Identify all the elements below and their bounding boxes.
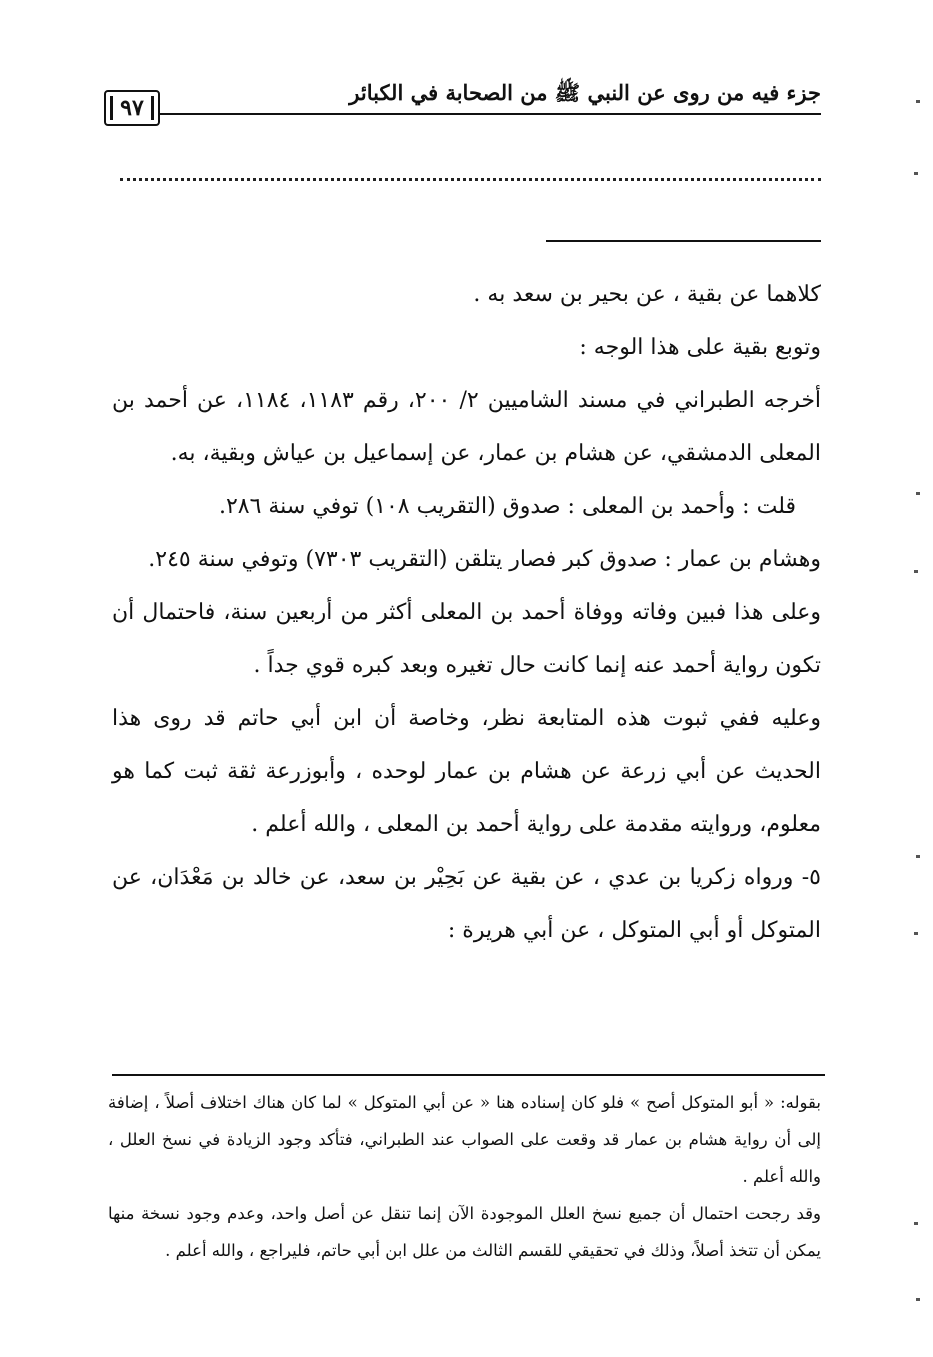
margin-speck xyxy=(914,1222,918,1225)
margin-speck xyxy=(916,1298,920,1301)
paragraph: كلاهما عن بقية ، عن بحير بن سعد به . xyxy=(473,282,821,307)
footnotes xyxy=(108,1084,821,1269)
page-number-box xyxy=(104,90,160,126)
margin-speck xyxy=(914,932,918,935)
section-rule xyxy=(546,240,821,242)
margin-speck xyxy=(916,855,920,858)
running-header-title: جزء فيه من روى عن النبي ﷺ من الصحابة في الكبائر xyxy=(349,80,821,105)
footnote-rule xyxy=(112,1074,825,1076)
footnote: بقوله: « أبو المتوكل أصح » فلو كان إسناده هنا « عن أبي المتوكل » لما كان هناك اختلاف أصلاً ، إضافة إلى أن رواية هشام بن عمار قد وقعت على الصواب عند الطبراني، فتأكد وجود الزيادة في نسخ العلل ، والله أعلم . xyxy=(108,1093,821,1186)
footnote: وقد رجحت احتمال أن جميع نسخ العلل الموجودة الآن إنما تنقل عن أصل واحد، وعدم وجود نسخة منها يمكن أن تتخذ أصلاً، وذلك في تحقيقي للقسم الثالث من علل ابن أبي حاتم، فليراجع ، والله أعلم . xyxy=(108,1204,821,1260)
paragraph: قلت : وأحمد بن المعلى : صدوق (التقريب ١٠٨) توفي سنة ٢٨٦. xyxy=(218,494,796,519)
paragraph: ٥- ورواه زكريا بن عدي ، عن بقية عن بَحِيْر بن سعد، عن خالد بن مَعْدَان، عن المتوكل أو أبي المتوكل ، عن أبي هريرة : xyxy=(112,865,821,943)
page-number: ٩٧ xyxy=(120,95,144,121)
paragraph: وعليه ففي ثبوت هذه المتابعة نظر، وخاصة أن ابن أبي حاتم قد روى هذا الحديث عن أبي زرعة عن هشام بن عمار لوحده ، وأبوزرعة ثقة ثبت كما هو معلوم، وروايته مقدمة على رواية أحمد بن المعلى ، والله أعلم . xyxy=(112,706,821,837)
header-rule xyxy=(158,113,821,115)
margin-speck xyxy=(914,570,918,573)
margin-speck xyxy=(914,172,918,175)
margin-speck xyxy=(916,100,920,103)
paragraph: أخرجه الطبراني في مسند الشاميين ٢/ ٢٠٠، رقم ١١٨٣، ١١٨٤، عن أحمد بن المعلى الدمشقي، عن هشام بن عمار، عن إسماعيل بن عياش وبقية، به. xyxy=(112,388,822,466)
dotted-separator xyxy=(120,178,821,181)
paragraph: وتوبع بقية على هذا الوجه : xyxy=(579,335,821,360)
margin-speck xyxy=(916,492,920,495)
paragraph: وهشام بن عمار : صدوق كبر فصار يتلقن (التقريب ٧٣٠٣) وتوفي سنة ٢٤٥. xyxy=(148,547,821,572)
main-text xyxy=(112,268,821,957)
paragraph: وعلى هذا فبين وفاته ووفاة أحمد بن المعلى أكثر من أربعين سنة، فاحتمال أن تكون رواية أحمد عنه إنما كانت حال تغيره وبعد كبره قوي جداً . xyxy=(112,600,821,678)
